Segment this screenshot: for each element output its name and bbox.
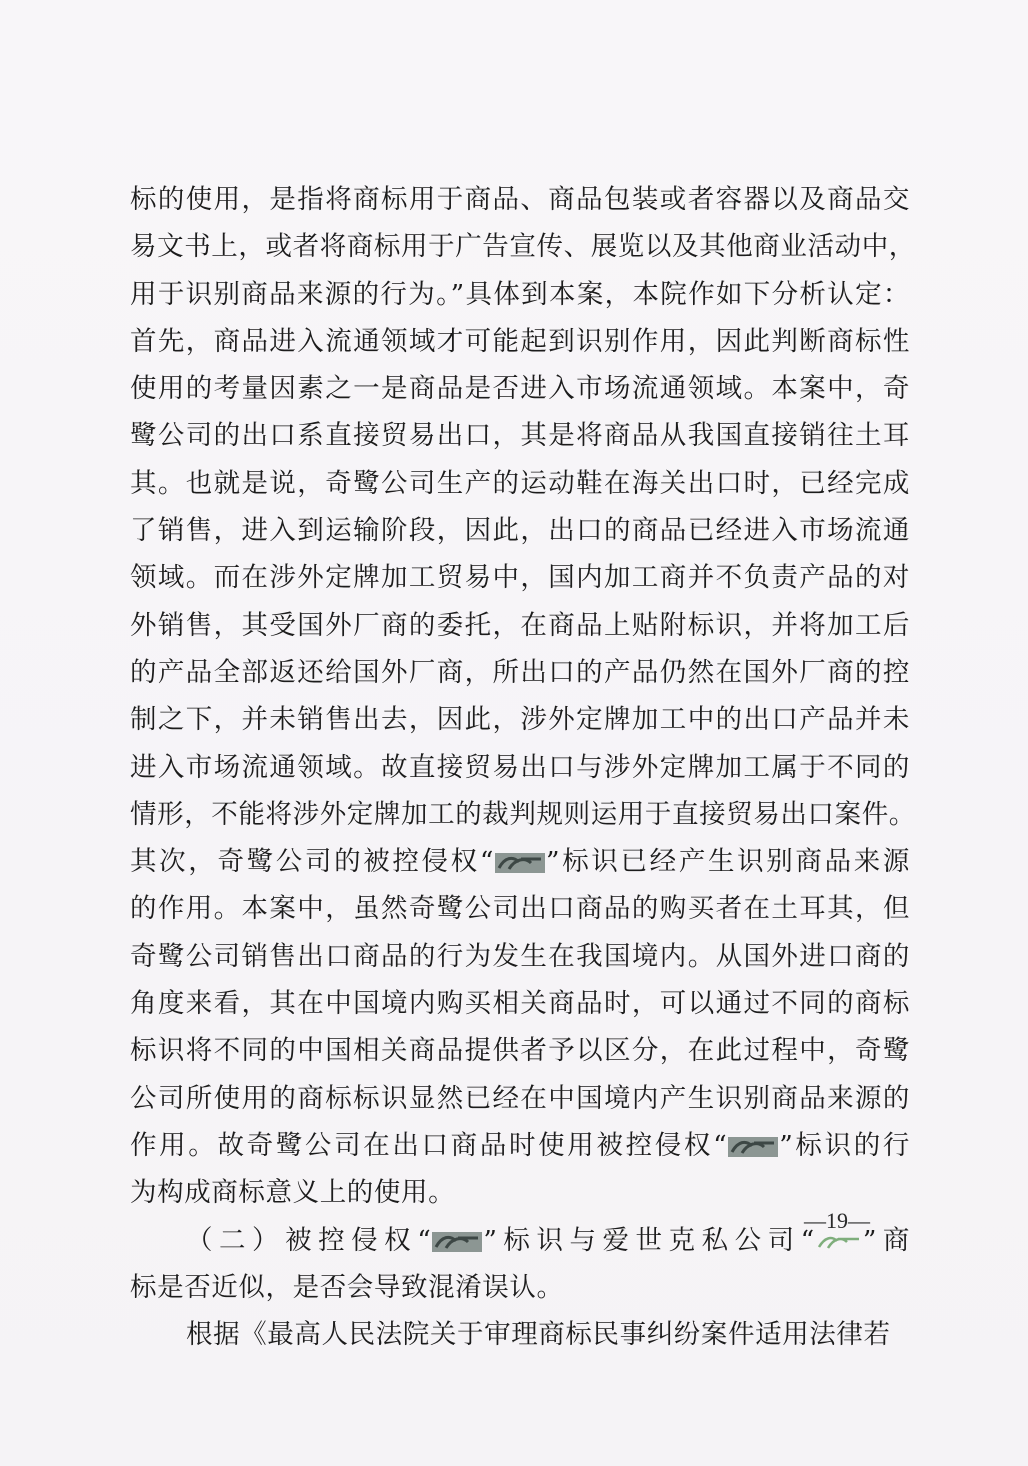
text-line: 首先，商品进入流通领域才可能起到识别作用，因此判断商标性 bbox=[130, 325, 910, 357]
text-line: 了销售，进入到运输阶段，因此，出口的商品已经进入市场流通 bbox=[130, 515, 910, 547]
asics-trademark-logo bbox=[816, 1233, 862, 1251]
text-line: 的产品全部返还给国外厂商，所出口的产品仍然在国外厂商的控 bbox=[130, 656, 910, 688]
text-line: 标识将不同的中国相关商品提供者予以区分，在此过程中，奇鹭 bbox=[130, 1035, 910, 1067]
text-line-with-mark bbox=[130, 1122, 910, 1169]
text-line: 易文书上，或者将商标用于广告宣传、展览以及其他商业活动中， bbox=[130, 231, 916, 263]
text-line: 为构成商标意义上的使用。 bbox=[130, 1177, 456, 1209]
document-body bbox=[130, 176, 916, 1358]
text-line: 的作用。本案中，虽然奇鹭公司出口商品的购买者在土耳其，但 bbox=[130, 893, 910, 925]
text-line: 角度来看，其在中国境内购买相关商品时，可以通过不同的商标 bbox=[130, 988, 910, 1020]
text-line: 外销售，其受国外厂商的委托，在商品上贴附标识，并将加工后 bbox=[130, 609, 910, 641]
page-number: —19— bbox=[804, 1208, 870, 1233]
text-line: 公司所使用的商标标识显然已经在中国境内产生识别商品来源的 bbox=[130, 1082, 910, 1114]
text-line: 标是否近似，是否会导致混淆误认。 bbox=[130, 1271, 564, 1303]
text-line: 用于识别商品来源的行为。”具体到本案，本院作如下分析认定： bbox=[130, 278, 910, 310]
text-segment: 作用。故奇鹭公司在出口商品时使用被控侵权“ bbox=[130, 1129, 728, 1161]
text-line: 标的使用，是指将商标用于商品、商品包装或者容器以及商品交 bbox=[130, 184, 910, 215]
text-line-with-mark bbox=[130, 838, 910, 885]
text-segment: ”标识已经产生识别商品来源 bbox=[546, 846, 910, 878]
text-line: 根据《最高人民法院关于审理商标民事纠纷案件适用法律若 bbox=[186, 1319, 891, 1351]
text-segment: ”标识的行 bbox=[779, 1129, 910, 1161]
text-line: 奇鹭公司销售出口商品的行为发生在我国境内。从国外进口商的 bbox=[130, 940, 910, 972]
text-line: 领域。而在涉外定牌加工贸易中，国内加工商并不负责产品的对 bbox=[130, 562, 910, 594]
text-line: 情形，不能将涉外定牌加工的裁判规则运用于直接贸易出口案件。 bbox=[130, 798, 916, 830]
text-segment: ”商 bbox=[862, 1224, 910, 1256]
text-line: 使用的考量因素之一是商品是否进入市场流通领域。本案中，奇 bbox=[130, 373, 910, 405]
accused-trademark-logo bbox=[495, 853, 545, 873]
accused-trademark-logo bbox=[728, 1137, 778, 1157]
text-segment: 其次，奇鹭公司的被控侵权“ bbox=[130, 846, 494, 878]
text-segment: （二）被控侵权“ bbox=[186, 1224, 432, 1256]
text-line: 鹭公司的出口系直接贸易出口，其是将商品从我国直接销往土耳 bbox=[130, 420, 910, 452]
text-line: 进入市场流通领域。故直接贸易出口与涉外定牌加工属于不同的 bbox=[130, 751, 910, 783]
accused-trademark-logo bbox=[432, 1232, 482, 1252]
text-line: 制之下，并未销售出去，因此，涉外定牌加工中的出口产品并未 bbox=[130, 704, 910, 736]
text-segment: ”标识与爱世克私公司“ bbox=[483, 1224, 815, 1256]
text-line: 其。也就是说，奇鹭公司生产的运动鞋在海关出口时，已经完成 bbox=[130, 467, 910, 499]
